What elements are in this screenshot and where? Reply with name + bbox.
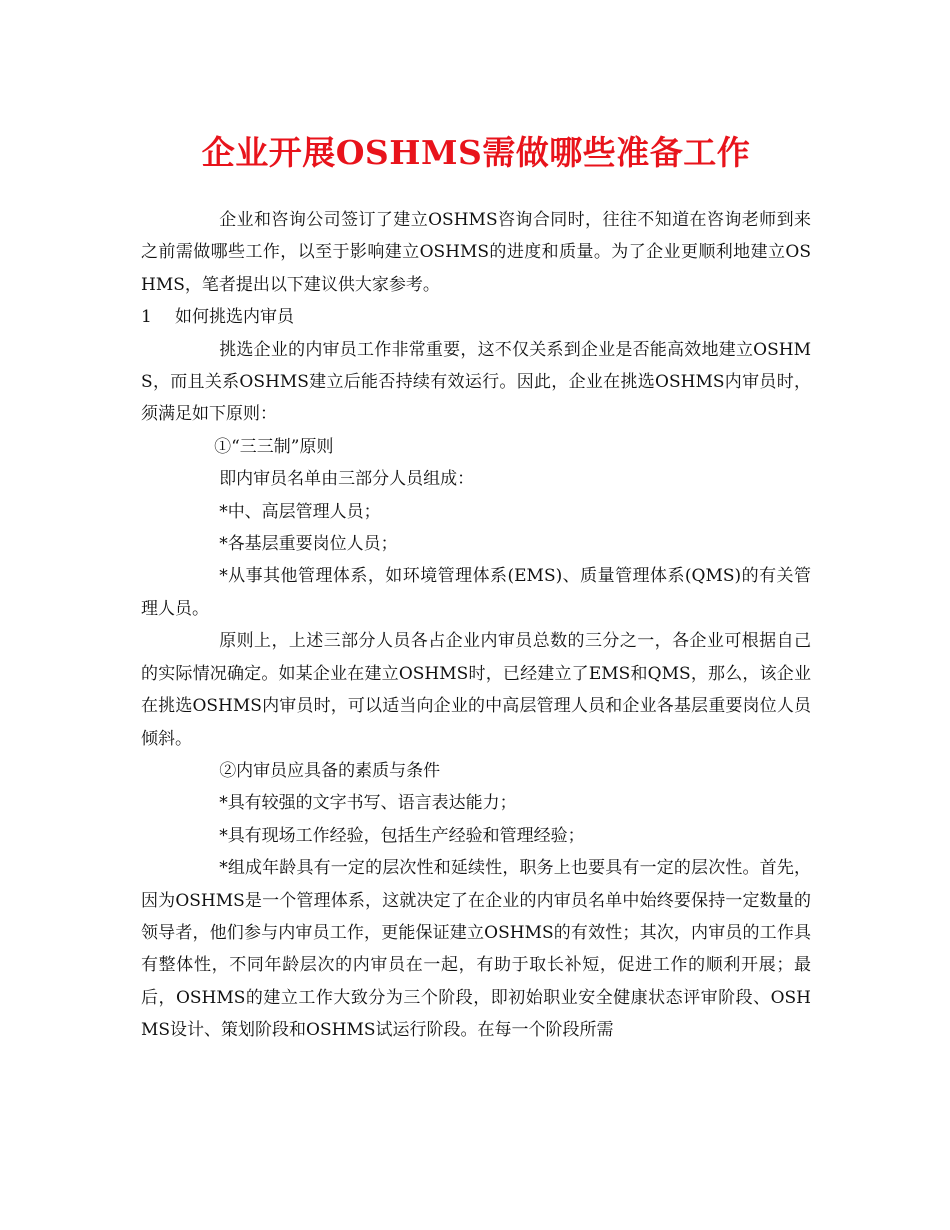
document-title: 企业开展OSHMS需做哪些准备工作	[201, 133, 751, 172]
principle-title: ①“三三制”原则	[214, 436, 334, 457]
list-item: *具有较强的文字书写、语言表达能力；	[219, 793, 517, 814]
principle-title: ②内审员应具备的素质与条件	[219, 760, 441, 781]
section-number: 1	[141, 307, 152, 328]
list-item: *具有现场工作经验，包括生产经验和管理经验；	[219, 825, 585, 846]
list-item: *中、高层管理人员；	[219, 501, 381, 522]
principle-note: 原则上，上述三部分人员各占企业内审员总数的三分之一，各企业可根据自己的实际情况确定。如某企业在建立OSHMS时，已经建立了EMS和QMS，那么，该企业在挑选OSHMS内审员时，可以适当向企业的中高层管理人员和企业各基层重要岗位人员倾斜。	[141, 631, 811, 749]
section-paragraph: 挑选企业的内审员工作非常重要，这不仅关系到企业是否能高效地建立OSHMS，而且关系OSHMS建立后能否持续有效运行。因此，企业在挑选OSHMS内审员时，须满足如下原则：	[141, 339, 811, 425]
list-item: *组成年龄具有一定的层次性和延续性，职务上也要具有一定的层次性。首先，因为OSHMS是一个管理体系，这就决定了在企业的内审员名单中始终要保持一定数量的领导者，他们参与内审员工作，更能保证建立OSHMS的有效性；其次，内审员的工作具有整体性，不同年龄层次的内审员在一起，有助于取长补短，促进工作的顺利开展；最后，OSHMS的建立工作大致分为三个阶段，即初始职业安全健康状态评审阶段、OSHMS设计、策划阶段和OSHMS试运行阶段。在每一个阶段所需	[141, 858, 811, 1041]
intro-paragraph: 企业和咨询公司签订了建立OSHMS咨询合同时，往往不知道在咨询老师到来之前需做哪些工作，以至于影响建立OSHMS的进度和质量。为了企业更顺利地建立OSHMS，笔者提出以下建议供大家参考。	[141, 210, 811, 295]
section-heading-text: 如何挑选内审员	[175, 307, 294, 328]
list-item: *从事其他管理体系，如环境管理体系(EMS)、质量管理体系(QMS)的有关管理人员。	[141, 566, 811, 619]
list-item: *各基层重要岗位人员；	[219, 534, 398, 555]
document-body	[141, 204, 811, 1047]
document-page	[141, 118, 811, 1047]
section-heading	[141, 301, 811, 333]
principle-intro: 即内审员名单由三部分人员组成：	[219, 469, 475, 490]
